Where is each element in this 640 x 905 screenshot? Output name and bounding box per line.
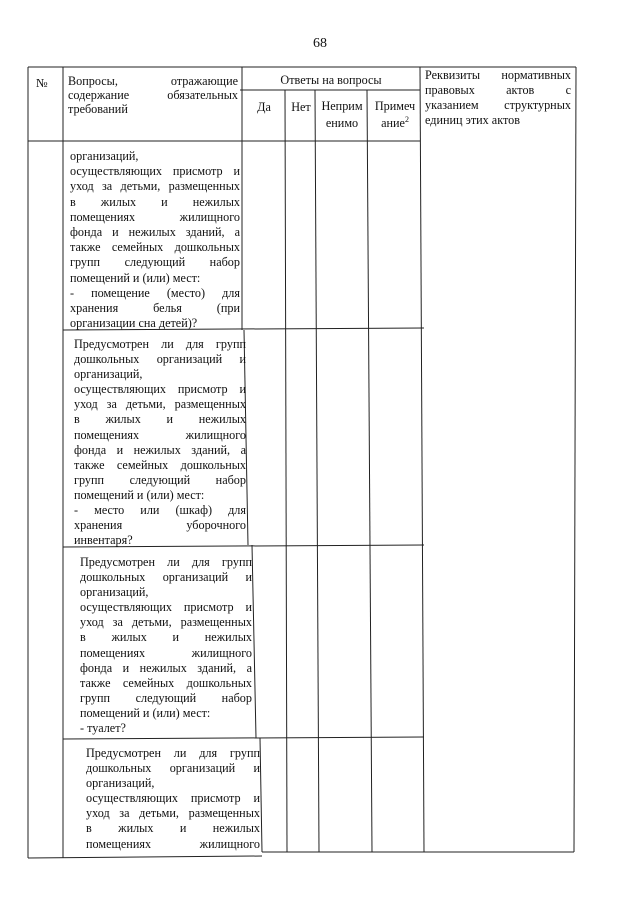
question-line: фонда и нежилых зданий, а [74,442,246,457]
question-line: уход за детьми, размещенных [74,397,246,412]
header-questions-line: Вопросы, отражающие [68,74,238,88]
header-not-applicable-line: Неприм [321,99,363,113]
question-line: также семейных дошкольных [74,457,246,472]
question-line: фонда и нежилых зданий, а [80,660,252,675]
question-line: организаций, [70,149,139,163]
question-line: также семейных дошкольных [80,675,252,690]
question-line: осуществляющих присмотр и [74,382,246,397]
question-line: уход за детьми, размещенных [70,179,240,194]
header-requisites-line: единиц этих актов [425,113,520,127]
header-requisites-line: Реквизиты нормативных [425,68,571,82]
header-not-applicable-line: енимо [325,116,359,130]
question-line: помещениях жилищного [74,427,246,442]
question-line: организаций, [74,367,143,382]
question-line: фонда и нежилых зданий, а [70,225,240,240]
question-cell [86,746,260,852]
header-number: № [36,76,48,90]
question-line: организаций, [80,585,149,600]
header-questions [68,74,238,116]
header-requisites-line: правовых актов с [425,83,571,97]
question-line: помещениях жилищного [70,209,240,224]
question-line: - туалет? [80,721,126,736]
question-line: групп следующий набор [70,255,240,270]
question-line: уход за детьми, размещенных [80,615,252,630]
question-cell [70,149,240,331]
question-line: помещениях жилищного [80,645,252,660]
question-line: организации сна детей)? [70,316,198,331]
question-line: Предусмотрен ли для групп [80,555,252,569]
question-line: - место или (шкаф) для [74,503,246,518]
question-line: в жилых и нежилых [80,630,252,645]
header-note-line: Примеч [374,99,416,113]
question-line: в жилых и нежилых [74,412,246,427]
header-note-footnote: 2 [404,114,409,124]
question-line: осуществляющих присмотр и [70,164,240,179]
header-questions-line: требований [68,102,128,116]
question-line: осуществляющих присмотр и [86,791,260,806]
question-line: хранения белья (при [70,301,240,316]
question-line: помещений и (или) мест: [70,270,201,285]
question-line: инвентаря? [74,533,133,548]
question-line: помещениях жилищного [86,836,260,851]
header-not-applicable [316,99,368,130]
question-line: групп следующий набор [74,472,246,487]
header-questions-line: содержание обязательных [68,88,238,102]
question-line: в жилых и нежилых [70,194,240,209]
question-line: помещений и (или) мест: [80,705,211,720]
question-line: в жилых и нежилых [86,821,260,836]
question-line: дошкольных организаций и [80,570,252,585]
header-requisites-line: указанием структурных [425,98,571,112]
question-line: дошкольных организаций и [86,761,260,776]
header-answers: Ответы на вопросы [280,73,382,87]
header-note [369,99,421,130]
question-line: Предусмотрен ли для групп [74,337,246,351]
question-line: организаций, [86,776,155,791]
header-yes: Да [257,100,271,114]
question-cell [74,337,246,548]
question-line: помещений и (или) мест: [74,487,205,502]
question-cell [80,555,252,736]
question-line: хранения уборочного [74,518,246,533]
question-line: Предусмотрен ли для групп [86,746,260,760]
question-line: также семейных дошкольных [70,240,240,255]
question-line: дошкольных организаций и [74,352,246,367]
question-line: групп следующий набор [80,690,252,705]
question-line: осуществляющих присмотр и [80,600,252,615]
page-number: 68 [313,36,327,51]
header-requisites [425,68,571,128]
question-line: - помещение (место) для [70,285,240,300]
header-note-line: ание [381,116,405,130]
header-no-answer: Нет [291,100,311,114]
question-line: уход за детьми, размещенных [86,806,260,821]
